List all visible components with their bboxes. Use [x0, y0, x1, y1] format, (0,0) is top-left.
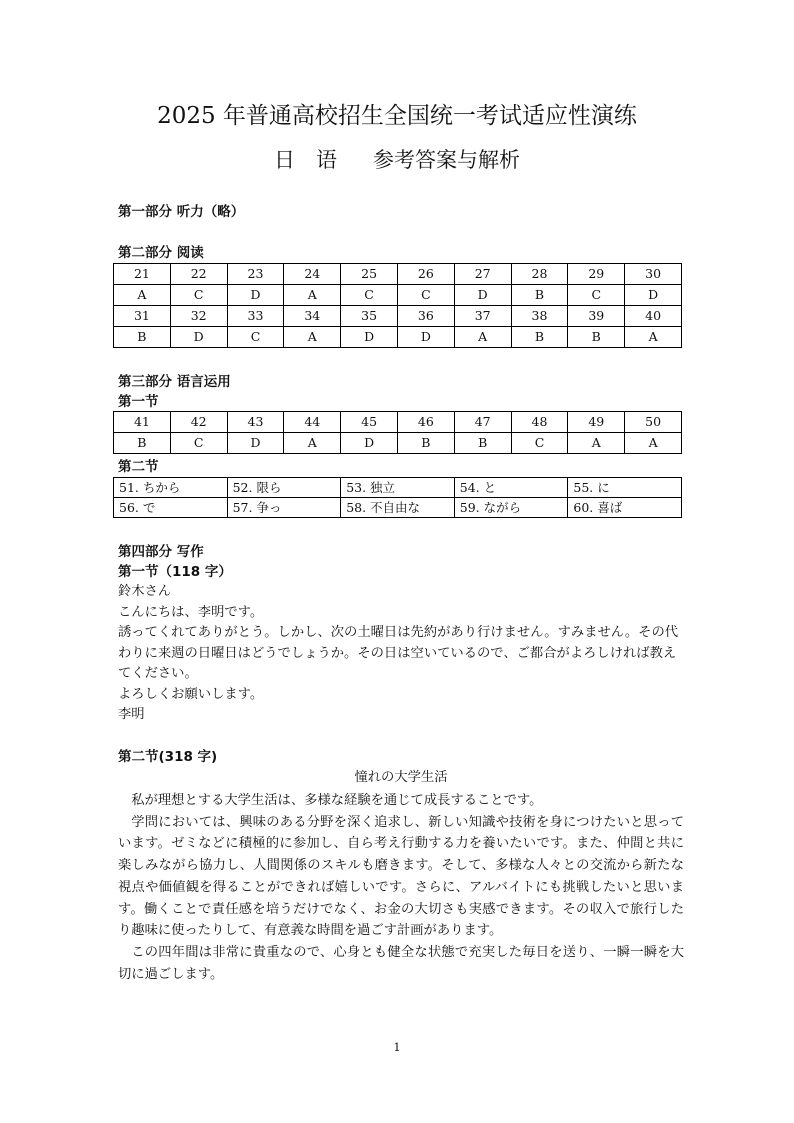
- letter-line: こんにちは、李明です。: [118, 604, 264, 620]
- table-cell: B: [454, 433, 511, 454]
- table-cell: 32: [170, 306, 227, 327]
- table-cell: A: [284, 327, 341, 348]
- table-cell: D: [454, 285, 511, 306]
- part3-section1-answer-table: [113, 411, 682, 454]
- table-cell: 51. ちから: [114, 478, 228, 498]
- essay-body: [118, 790, 684, 985]
- table-cell: D: [341, 327, 398, 348]
- table-cell: 33: [227, 306, 284, 327]
- table-cell: 55. に: [568, 478, 682, 498]
- table-cell: 27: [454, 264, 511, 285]
- answer-key-label: 参考答案与解析: [373, 148, 520, 172]
- letter-body: [118, 582, 684, 726]
- subject-label: 日 语: [274, 148, 337, 172]
- table-cell: 53. 独立: [341, 478, 455, 498]
- essay-paragraph: 学問においては、興味のある分野を深く追求し、新しい知識や技術を身につけたいと思っています。ゼミなどに積極的に参加し、自ら考え行動する力を養いたいです。また、仲間と共に楽しみながら協力し、人間関係のスキルも磨きます。そして、多様な人々との交流から新たな視点や価値観を得ることができれば嬉しいです。さらに、アルバイトにも挑戦したいと思います。働くことで責任感を培うだけでなく、お金の大切さも実感できます。その収入で旅行したり趣味に使ったりして、有意義な時間を過ごす計画があります。: [118, 814, 684, 939]
- table-cell: B: [114, 327, 171, 348]
- table-cell: A: [284, 433, 341, 454]
- table-cell: 23: [227, 264, 284, 285]
- table-cell: C: [227, 327, 284, 348]
- part3-section1-heading: 第一节: [118, 394, 159, 410]
- table-cell: C: [170, 285, 227, 306]
- table-cell: 26: [397, 264, 454, 285]
- table-cell: C: [511, 433, 568, 454]
- document-title: 2025 年普通高校招生全国统一考试适应性演练: [157, 103, 637, 129]
- table-row: [114, 327, 682, 348]
- table-cell: 48: [511, 412, 568, 433]
- table-cell: 40: [625, 306, 682, 327]
- table-cell: 49: [568, 412, 625, 433]
- table-cell: 41: [114, 412, 171, 433]
- part2-heading: 第二部分 阅读: [118, 245, 204, 261]
- table-row: [114, 264, 682, 285]
- table-row: [114, 306, 682, 327]
- essay-paragraph: 私が理想とする大学生活は、多様な経験を通じて成長することです。: [131, 793, 543, 808]
- table-cell: B: [511, 327, 568, 348]
- table-cell: C: [170, 433, 227, 454]
- table-cell: 28: [511, 264, 568, 285]
- table-cell: 60. 喜ば: [568, 498, 682, 518]
- table-cell: D: [170, 327, 227, 348]
- table-cell: 42: [170, 412, 227, 433]
- table-cell: D: [227, 285, 284, 306]
- table-cell: 34: [284, 306, 341, 327]
- page-number: 1: [393, 1041, 401, 1054]
- letter-line: よろしくお願いします。: [118, 686, 264, 702]
- table-cell: 22: [170, 264, 227, 285]
- table-cell: 30: [625, 264, 682, 285]
- essay-paragraph: この四年間は非常に貴重なので、心身とも健全な状態で充実した毎日を送り、一瞬一瞬を大切に過ごします。: [118, 944, 684, 982]
- part4-section1-heading: 第一节（118 字）: [118, 564, 232, 580]
- table-cell: 44: [284, 412, 341, 433]
- table-cell: D: [397, 327, 454, 348]
- table-cell: B: [511, 285, 568, 306]
- table-cell: 50: [625, 412, 682, 433]
- table-row: [114, 478, 682, 498]
- part1-heading: 第一部分 听力（略）: [118, 204, 245, 220]
- table-cell: 57. 争っ: [227, 498, 341, 518]
- part2-answer-table: [113, 263, 682, 348]
- table-cell: A: [454, 327, 511, 348]
- table-cell: D: [341, 433, 398, 454]
- table-cell: 58. 不自由な: [341, 498, 455, 518]
- part3-heading: 第三部分 语言运用: [118, 374, 231, 390]
- table-row: [114, 285, 682, 306]
- table-cell: A: [625, 327, 682, 348]
- part3-section2-answer-table: [113, 477, 682, 518]
- table-cell: B: [568, 327, 625, 348]
- table-cell: 21: [114, 264, 171, 285]
- table-row: [114, 412, 682, 433]
- table-cell: 46: [397, 412, 454, 433]
- table-cell: 35: [341, 306, 398, 327]
- table-cell: 39: [568, 306, 625, 327]
- table-cell: 59. ながら: [454, 498, 568, 518]
- table-cell: 29: [568, 264, 625, 285]
- table-cell: 25: [341, 264, 398, 285]
- table-row: [114, 433, 682, 454]
- table-cell: A: [625, 433, 682, 454]
- table-cell: C: [397, 285, 454, 306]
- table-row: [114, 498, 682, 518]
- table-cell: 45: [341, 412, 398, 433]
- table-cell: B: [397, 433, 454, 454]
- table-cell: A: [568, 433, 625, 454]
- table-cell: C: [341, 285, 398, 306]
- table-cell: 52. 限ら: [227, 478, 341, 498]
- table-cell: 38: [511, 306, 568, 327]
- essay-title: 憧れの大学生活: [354, 770, 448, 785]
- table-cell: A: [284, 285, 341, 306]
- part4-heading: 第四部分 写作: [118, 544, 204, 560]
- table-cell: C: [568, 285, 625, 306]
- letter-line: 誘ってくれてありがとう。しかし、次の土曜日は先約があり行けません。すみません。その代わりに来週の日曜日はどうでしょうか。その日は空いているので、ご都合がよろしければ教えてください。: [118, 625, 679, 681]
- letter-line: 李明: [118, 707, 145, 722]
- table-cell: D: [227, 433, 284, 454]
- table-cell: A: [114, 285, 171, 306]
- table-cell: 54. と: [454, 478, 568, 498]
- letter-line: 鈴木さん: [118, 584, 172, 599]
- document-subtitle: [0, 146, 794, 174]
- table-cell: 31: [114, 306, 171, 327]
- part4-section2-heading: 第二节(318 字): [118, 749, 218, 765]
- table-cell: 24: [284, 264, 341, 285]
- part3-section2-heading: 第二节: [118, 459, 159, 475]
- table-cell: 37: [454, 306, 511, 327]
- table-cell: 56. で: [114, 498, 228, 518]
- table-cell: D: [625, 285, 682, 306]
- table-cell: 47: [454, 412, 511, 433]
- table-cell: 43: [227, 412, 284, 433]
- table-cell: B: [114, 433, 171, 454]
- table-cell: 36: [397, 306, 454, 327]
